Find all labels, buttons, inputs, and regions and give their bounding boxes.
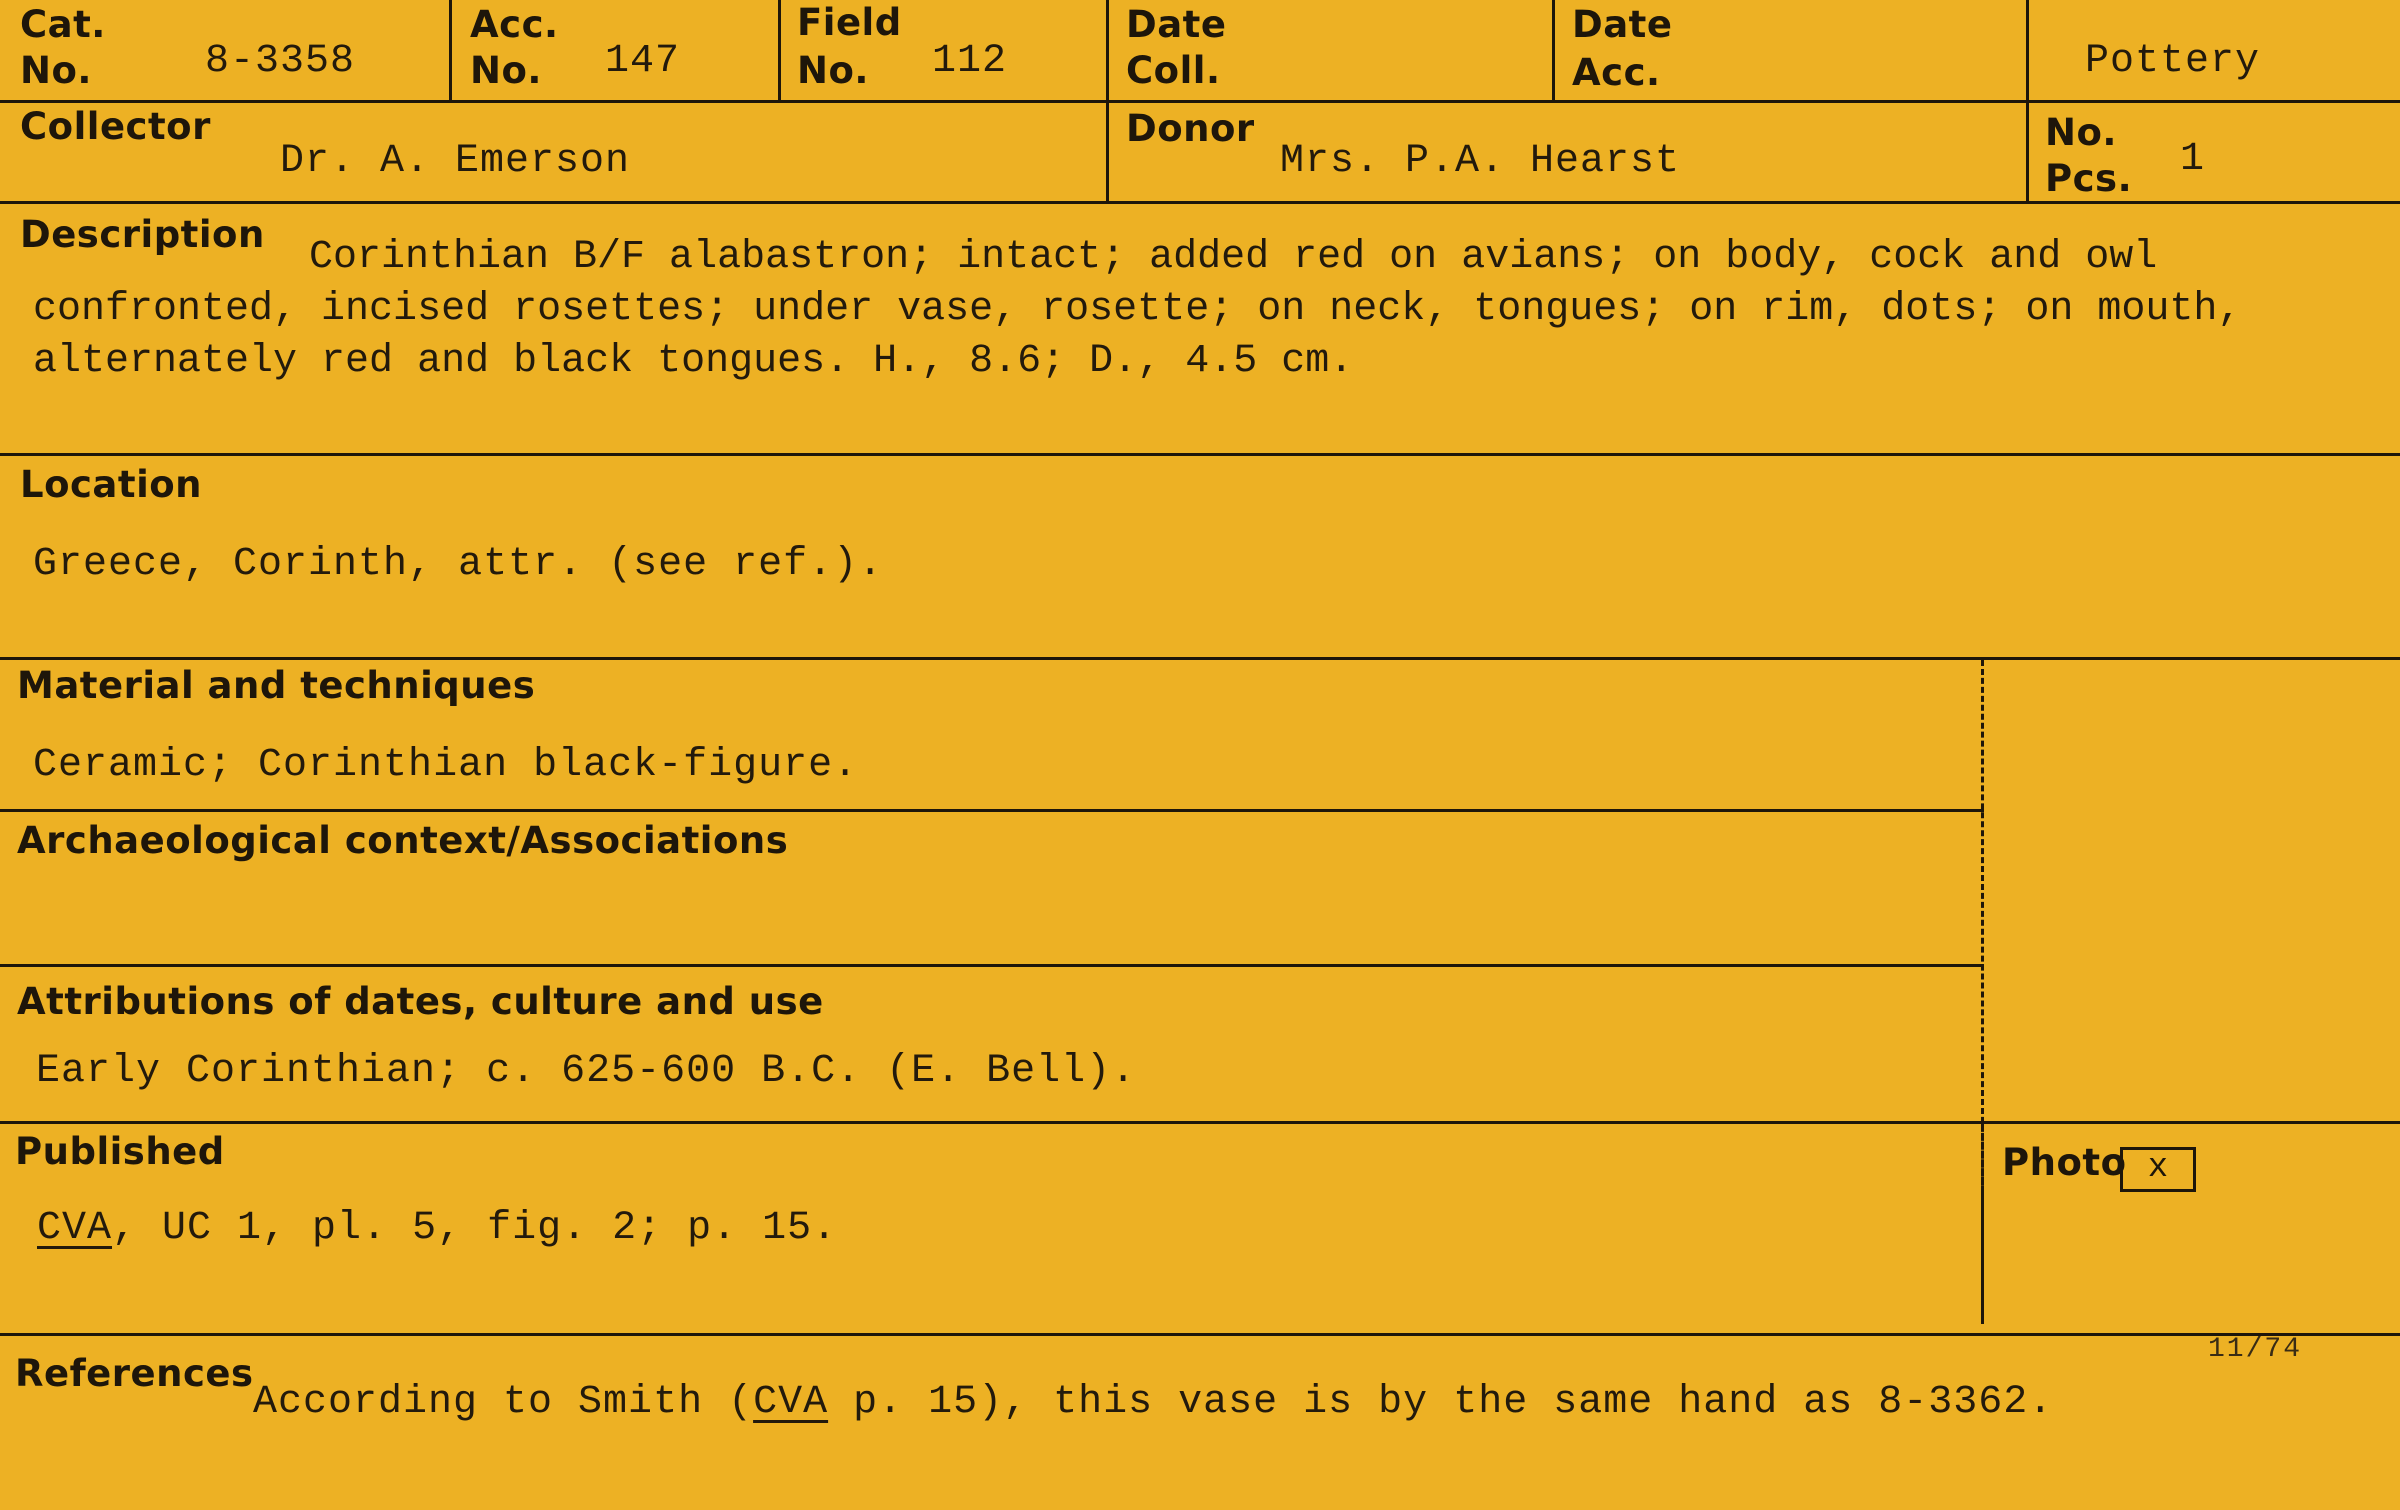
published-ref: CVA	[37, 1206, 113, 1251]
pcs-value: 1	[2180, 137, 2206, 182]
description-line-1: Corinthian B/F alabastron; intact; added red on avians; on body, cock and owl	[309, 235, 2158, 280]
rule-context-bottom	[0, 964, 1984, 967]
references-label: References	[15, 1352, 254, 1395]
rule-vert-dateacc	[2026, 0, 2029, 202]
rule-location-bottom	[0, 657, 2400, 660]
rule-vert-cat	[449, 0, 452, 101]
published-rest: , UC 1, pl. 5, fig. 2; p. 15.	[112, 1206, 838, 1251]
field-number: 112	[932, 39, 1008, 84]
attributions-value: Early Corinthian; c. 625-600 B.C. (E. Bell).	[36, 1049, 1137, 1094]
cat-label-2: No.	[20, 49, 92, 92]
references-ref: CVA	[753, 1380, 829, 1425]
rule-material-bottom	[0, 809, 1984, 812]
references-value	[253, 1380, 2054, 1425]
cat-number: 8-3358	[205, 39, 356, 84]
rule-vert-acc	[778, 0, 781, 101]
context-label: Archaeological context/Associations	[17, 819, 789, 862]
photo-checkbox: x	[2120, 1147, 2196, 1192]
donor-label: Donor	[1126, 107, 1255, 150]
photo-label: Photo	[2002, 1141, 2127, 1184]
pcs-label-1: No.	[2045, 111, 2117, 154]
date-coll-label-2: Coll.	[1126, 49, 1221, 92]
cat-label-1: Cat.	[20, 3, 106, 46]
rule-collector-bottom	[0, 201, 2400, 204]
description-label: Description	[20, 213, 265, 256]
rule-vert-dashed-photo	[1981, 1124, 1984, 1324]
collector-label: Collector	[20, 105, 211, 148]
references-pre: According to Smith (	[253, 1380, 754, 1425]
rule-description-bottom	[0, 453, 2400, 456]
pcs-label-2: Pcs.	[2045, 157, 2133, 200]
references-post: p. 15), this vase is by the same hand as 8-3362.	[828, 1380, 2054, 1425]
acc-label-1: Acc.	[470, 3, 559, 46]
date-acc-label-1: Date	[1572, 3, 1673, 46]
published-label: Published	[15, 1130, 225, 1173]
donor-value: Mrs. P.A. Hearst	[1280, 139, 1681, 184]
rule-header-bottom	[0, 100, 2400, 103]
location-label: Location	[20, 463, 203, 506]
date-coll-label-1: Date	[1126, 3, 1227, 46]
acc-label-2: No.	[470, 49, 542, 92]
attributions-label: Attributions of dates, culture and use	[17, 980, 824, 1023]
published-value	[37, 1206, 838, 1251]
description-line-3: alternately red and black tongues. H., 8.6; D., 4.5 cm.	[33, 339, 1354, 384]
description-line-2: confronted, incised rosettes; under vase, rosette; on neck, tongues; on rim, dots; on mouth,	[33, 287, 2242, 332]
category-value: Pottery	[2085, 39, 2261, 84]
rule-attributions-bottom	[0, 1121, 2400, 1124]
field-label-2: No.	[797, 49, 869, 92]
date-acc-label-2: Acc.	[1572, 51, 1661, 94]
rule-published-bottom	[0, 1333, 2400, 1336]
material-label: Material and techniques	[17, 664, 536, 707]
acc-number: 147	[605, 39, 681, 84]
location-value: Greece, Corinth, attr. (see ref.).	[33, 542, 884, 587]
card-date: 11/74	[2208, 1334, 2303, 1365]
collector-value: Dr. A. Emerson	[280, 139, 631, 184]
field-label-1: Field	[797, 1, 902, 44]
rule-vert-field	[1106, 0, 1109, 202]
material-value: Ceramic; Corinthian black-figure.	[33, 743, 859, 788]
rule-vert-datecoll	[1552, 0, 1555, 101]
description-text	[33, 232, 2383, 388]
